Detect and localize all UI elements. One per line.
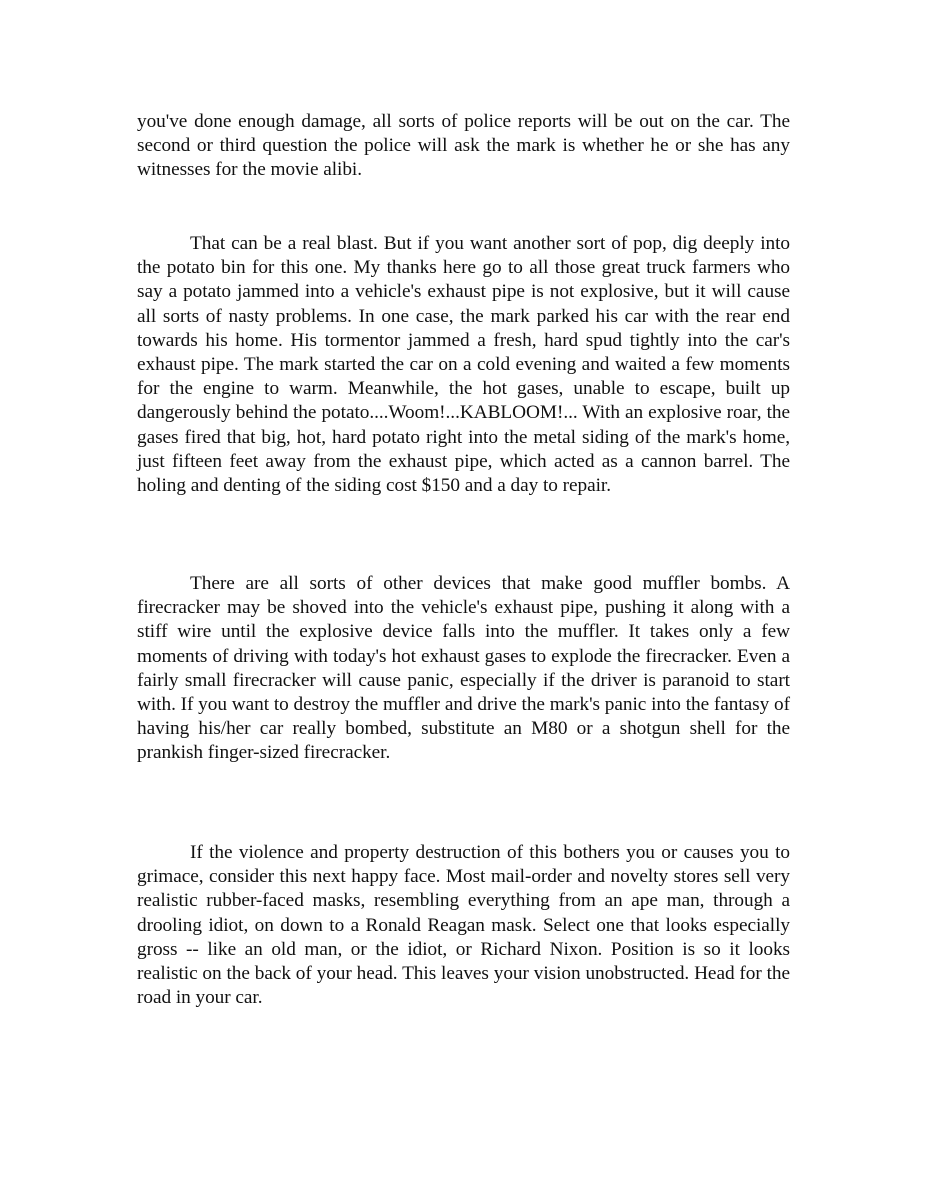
paragraph-potato-prank: That can be a real blast. But if you want another sort of pop, dig deeply into the potato bin for this one. My thanks here go to all those great truck farmers who say a potato jammed into a vehicle's exhaust pipe is not explosive, but it will cause all sorts of nasty problems. In one case, the mark parked his car with the rear end towards his home. His tormentor jammed a fresh, hard spud tightly into the car's exhaust pipe. The mark started the car on a cold evening and waited a few moments for the engine to warm. Meanwhile, the hot gases, unable to escape, built up dangerously behind the potato....Woom!...KABLOOM!... With an explosive roar, the gases fired that big, hot, hard potato right into the metal siding of the mark's home, just fifteen feet away from the exhaust pipe, which acted as a cannon barrel. The holing and denting of the siding cost $150 and a day to repair. bbox=[137, 233, 790, 497]
paragraph-muffler-bombs: There are all sorts of other devices that make good muffler bombs. A firecracker may be shoved into the vehicle's exhaust pipe, pushing it along with a stiff wire until the explosive device falls into the muffler. It takes only a few moments of driving with today's hot exhaust gases to explode the firecracker. Even a fairly small firecracker will cause panic, especially if the driver is paranoid to start with. If you want to destroy the muffler and drive the mark's panic into the fantasy of having his/her car really bombed, substitute an M80 or a shotgun shell for the prankish finger-sized firecracker. bbox=[137, 573, 790, 764]
paragraph-rubber-mask: If the violence and property destruction of this bothers you or causes you to grimace, consider this next happy face. Most mail-order and novelty stores sell very realistic rubber-faced masks, resembling everything from an ape man, through a drooling idiot, on down to a Ronald Reagan mask. Select one that looks especially gross -- like an old man, or the idiot, or Richard Nixon. Position is so it looks realistic on the back of your head. This leaves your vision unobstructed. Head for the road in your car. bbox=[137, 842, 790, 1009]
paragraph-continuation: you've done enough damage, all sorts of police reports will be out on the car. The second or third question the police will ask the mark is whether he or she has any witnesses for the movie alibi. bbox=[137, 111, 790, 181]
